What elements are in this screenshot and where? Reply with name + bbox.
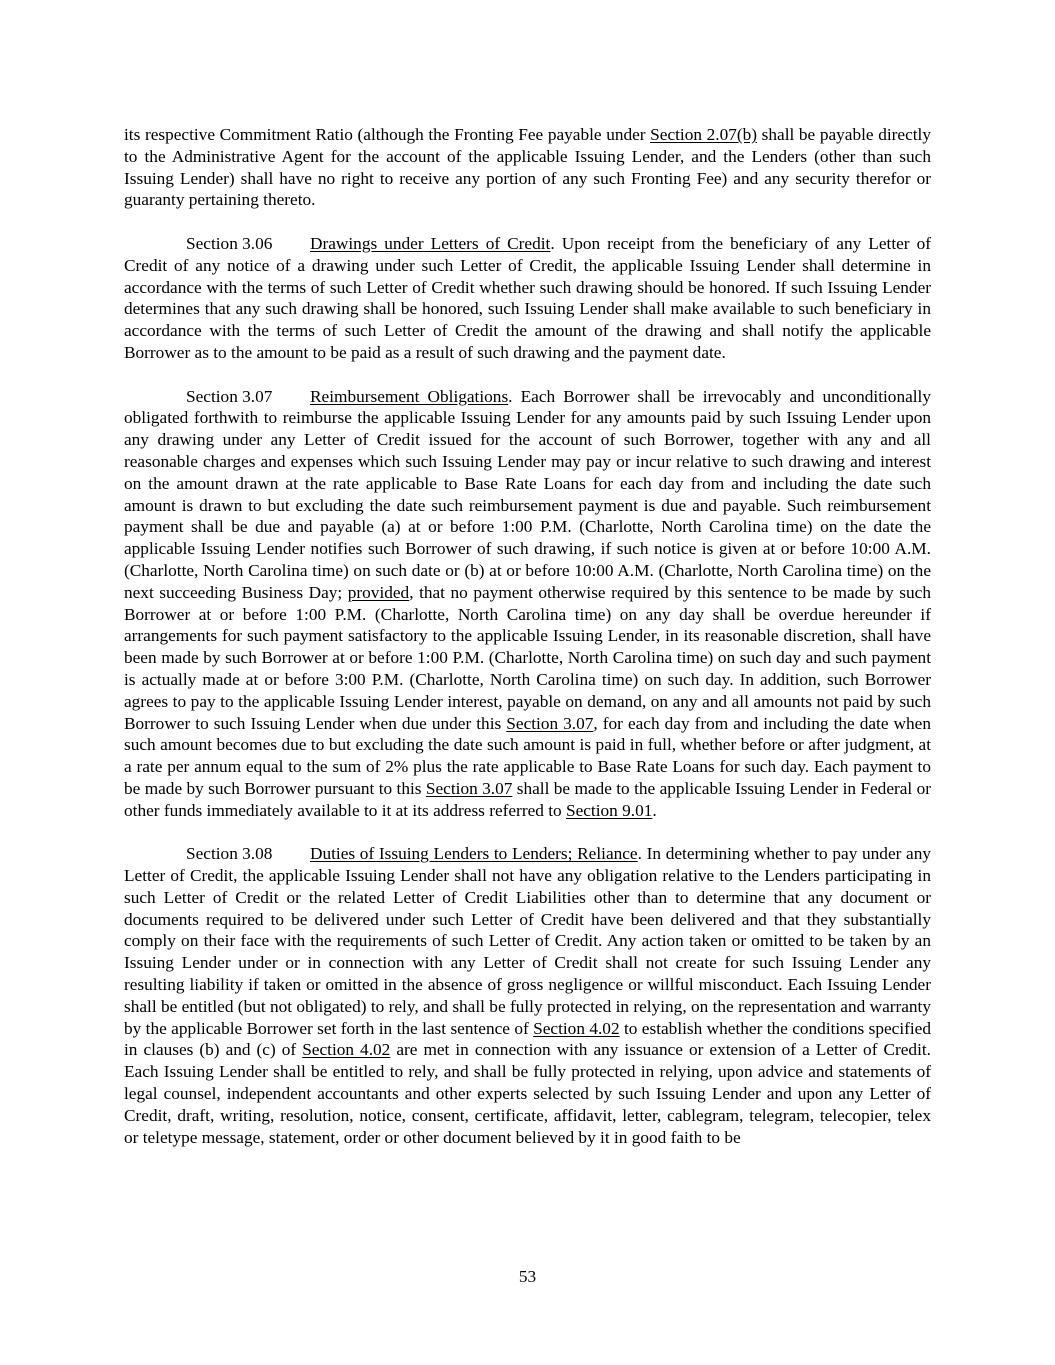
- section-3-06-label: Section 3.06: [186, 233, 273, 253]
- section-4-02-reference-1: Section 4.02: [533, 1018, 620, 1038]
- provided-term: provided: [347, 582, 410, 602]
- section-3-07-text-3: , for each day from and including the date when such amount becomes due to but excluding the date such amount is paid in full, whether before or after judgment, at a rate per annum equal to the sum of 2% plus the rate applicable to Base Rate Loans for such day. Each payment to be made by such Borrower pursuant to this: [124, 713, 931, 798]
- section-3-06-paragraph: [124, 233, 931, 364]
- section-3-06-heading: Drawings under Letters of Credit: [310, 233, 551, 253]
- section-3-08-text-3: are met in connection with any issuance or extension of a Letter of Credit. Each Issuing Lender shall be entitled to rely, and shall be fully protected in relying, upon advice and statements of legal counsel, independent accountants and other experts selected by such Issuing Lender and upon any Letter of Credit, draft, writing, resolution, notice, consent, certificate, affidavit, letter, cablegram, telegram, telecopier, telex or teletype message, statement, order or other document believed by it in good faith to be: [124, 1040, 931, 1147]
- section-3-07-text-1: . Each Borrower shall be irrevocably and unconditionally obligated forthwith to reimburse the applicable Issuing Lender for any amounts paid by such Issuing Lender upon any drawing under any Letter of Credit issued for the account of such Borrower, together with any and all reasonable charges and expenses which such Issuing Lender may pay or incur relative to such drawing and interest on the amount drawn at the rate applicable to Base Rate Loans for each day from and including the date such amount is drawn to but excluding the date such reimbursement payment is due and payable. Such reimbursement payment shall be due and payable (a) at or before 1:00 P.M. (Charlotte, North Carolina time) on the date the applicable Issuing Lender notifies such Borrower of such drawing, if such notice is given at or before 10:00 A.M. (Charlotte, North Carolina time) on such date or (b) at or before 10:00 A.M. (Charlotte, North Carolina time) on the next succeeding Business Day;: [124, 386, 931, 602]
- document-page: [124, 124, 931, 1170]
- page-number: 53: [518, 1267, 537, 1286]
- section-3-08-paragraph: [124, 843, 931, 1148]
- intro-paragraph: [124, 124, 931, 211]
- section-3-07-text-5: .: [652, 800, 657, 820]
- section-3-07-reference-2: Section 3.07: [425, 778, 513, 798]
- section-3-07-text-2: , that no payment otherwise required by this sentence to be made by such Borrower at or before 1:00 P.M. (Charlotte, North Carolina time) on any day shall be overdue hereunder if arrangements for such payment satisfactory to the applicable Issuing Lender, in its reasonable discretion, shall have been made by such Borrower at or before 1:00 P.M. (Charlotte, North Carolina time) on such day and such payment is actually made at or before 3:00 P.M. (Charlotte, North Carolina time) on such day. In addition, such Borrower agrees to pay to the applicable Issuing Lender interest, payable on demand, on any and all amounts not paid by such Borrower to such Issuing Lender when due under this: [124, 582, 931, 733]
- section-3-06-body: . Upon receipt from the beneficiary of any Letter of Credit of any notice of a drawing under such Letter of Credit, the applicable Issuing Lender shall determine in accordance with the terms of such Letter of Credit whether such drawing should be honored. If such Issuing Lender determines that any such drawing shall be honored, such Issuing Lender shall make available to such beneficiary in accordance with the terms of such Letter of Credit the amount of the drawing and shall notify the applicable Borrower as to the amount to be paid as a result of such drawing and the payment date.: [124, 233, 932, 362]
- section-3-08-label: Section 3.08: [186, 844, 273, 864]
- section-2-07b-reference: Section 2.07(b): [650, 125, 758, 144]
- section-3-07-heading: Reimbursement Obligations: [310, 386, 509, 406]
- intro-text-2: shall be payable directly to the Administrative Agent for the account of the applicable Issuing Lender, and the Lenders (other than such Issuing Lender) shall have no right to receive any portion of any such Fronting Fee) and any security therefor or guaranty pertaining thereto.: [124, 125, 931, 210]
- section-4-02-reference-2: Section 4.02: [302, 1040, 391, 1060]
- section-3-08-text-2: to establish whether the conditions specified in clauses (b) and (c) of: [124, 1018, 931, 1060]
- section-3-07-text-4: shall be made to the applicable Issuing Lender in Federal or other funds immediately available to it at its address referred to: [124, 778, 931, 820]
- section-3-07-label: Section 3.07: [186, 386, 273, 406]
- section-9-01-reference: Section 9.01: [565, 800, 653, 820]
- section-3-07-reference-1: Section 3.07: [506, 713, 594, 733]
- section-3-08-text-1: . In determining whether to pay under any Letter of Credit, the applicable Issuing Lender shall not have any obligation relative to the Lenders participating in such Letter of Credit or the related Letter of Credit Liabilities other than to determine that any document or documents required to be delivered under such Letter of Credit have been delivered and that they substantially comply on their face with the requirements of such Letter of Credit. Any action taken or omitted to be taken by an Issuing Lender under or in connection with any Letter of Credit shall not create for such Issuing Lender any resulting liability if taken or omitted in the absence of gross negligence or willful misconduct. Each Issuing Lender shall be entitled (but not obligated) to rely, and shall be fully protected in relying, on the representation and warranty by the applicable Borrower set forth in the last sentence of: [124, 844, 932, 1038]
- section-3-07-paragraph: [124, 386, 931, 822]
- section-3-08-heading: Duties of Issuing Lenders to Lenders; Reliance: [310, 844, 638, 864]
- intro-text-1: its respective Commitment Ratio (although the Fronting Fee payable under: [124, 125, 651, 144]
